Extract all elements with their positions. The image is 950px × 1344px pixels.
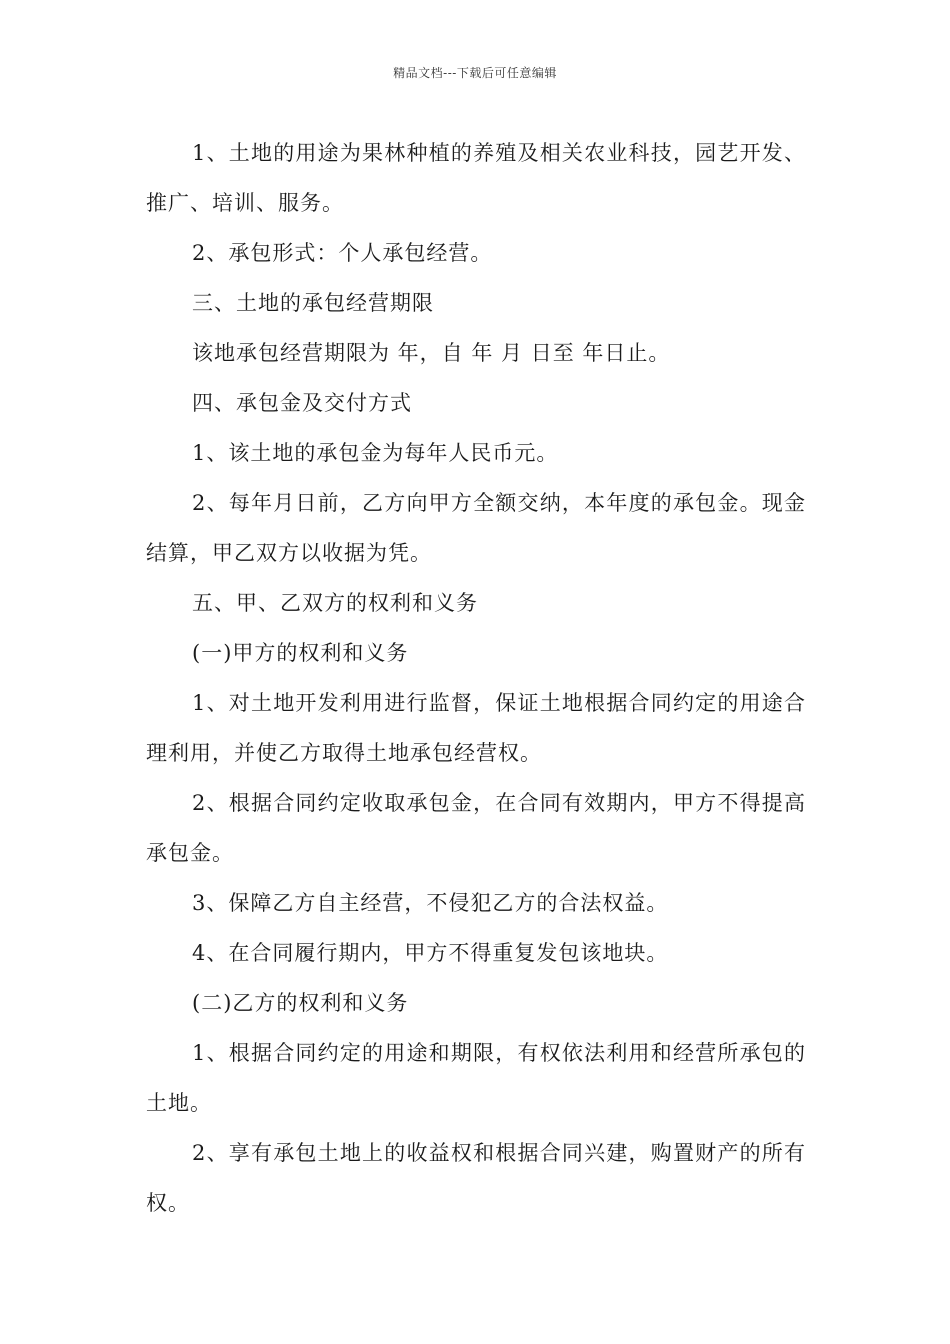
- paragraph-term: 该地承包经营期限为 年，自 年 月 日至 年日止。: [192, 341, 671, 365]
- page-header: 精品文档---下载后可任意编辑: [393, 66, 557, 80]
- paragraph-contract-form: 2、承包形式：个人承包经营。: [192, 241, 493, 265]
- subsection-heading-party-b: (二)乙方的权利和义务: [192, 991, 409, 1015]
- subsection-heading-party-a: (一)甲方的权利和义务: [192, 641, 409, 665]
- paragraph-party-a-1: 1、对土地开发利用进行监督，保证土地根据合同约定的用途合理利用，并使乙方取得土地承包经营权。: [146, 691, 806, 765]
- paragraph-party-a-4: 4、在合同履行期内，甲方不得重复发包该地块。: [192, 941, 669, 965]
- paragraph-party-b-1: 1、根据合同约定的用途和期限，有权依法利用和经营所承包的土地。: [146, 1041, 806, 1115]
- section-heading-term: 三、土地的承包经营期限: [192, 291, 434, 315]
- paragraph-fee-payment: 2、每年月日前，乙方向甲方全额交纳，本年度的承包金。现金结算，甲乙双方以收据为凭。: [146, 491, 806, 565]
- paragraph-party-a-3: 3、保障乙方自主经营，不侵犯乙方的合法权益。: [192, 891, 669, 915]
- paragraph-fee-amount: 1、该土地的承包金为每年人民币元。: [192, 441, 559, 465]
- section-heading-rights: 五、甲、乙双方的权利和义务: [192, 591, 478, 615]
- paragraph-party-b-2: 2、享有承包土地上的收益权和根据合同兴建，购置财产的所有权。: [146, 1141, 806, 1215]
- document-body: [146, 128, 806, 1228]
- section-heading-payment: 四、承包金及交付方式: [192, 391, 412, 415]
- paragraph-party-a-2: 2、根据合同约定收取承包金，在合同有效期内，甲方不得提高承包金。: [146, 791, 806, 865]
- paragraph-land-use: 1、土地的用途为果林种植的养殖及相关农业科技，园艺开发、推广、培训、服务。: [146, 141, 806, 215]
